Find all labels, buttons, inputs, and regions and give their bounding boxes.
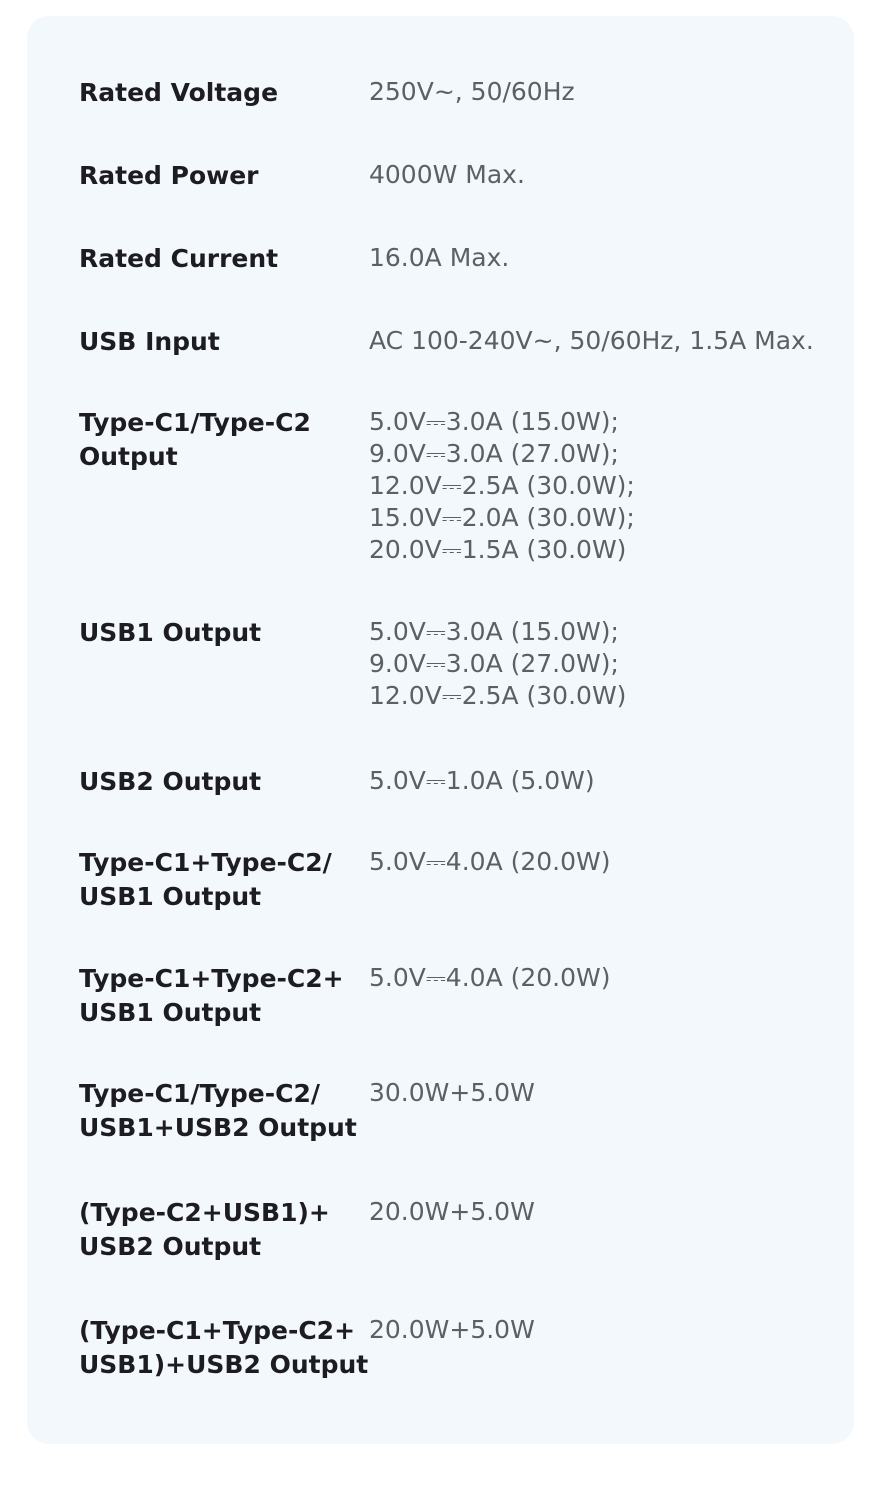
spec-label: Rated Power [79, 161, 259, 190]
spec-value: 20.0W+5.0W [369, 1197, 535, 1226]
spec-value: 5.0V⎓3.0A (15.0W); 9.0V⎓3.0A (27.0W); 12.0V⎓2.5A (30.0W) [369, 617, 627, 710]
spec-value: 30.0W+5.0W [369, 1078, 535, 1107]
spec-value: 16.0A Max. [369, 243, 510, 272]
spec-label: Type-C1+Type-C2/ USB1 Output [79, 848, 332, 911]
spec-label: Type-C1/Type-C2 Output [79, 408, 311, 471]
spec-value: 5.0V⎓4.0A (20.0W) [369, 847, 611, 876]
spec-label: USB Input [79, 327, 220, 356]
spec-label: (Type-C1+Type-C2+ USB1)+USB2 Output [79, 1316, 369, 1379]
spec-label: USB2 Output [79, 767, 262, 796]
spec-label: Rated Voltage [79, 78, 279, 107]
spec-value: AC 100-240V~, 50/60Hz, 1.5A Max. [369, 326, 814, 355]
spec-label: (Type-C2+USB1)+ USB2 Output [79, 1198, 330, 1261]
spec-value: 20.0W+5.0W [369, 1315, 535, 1344]
spec-value: 5.0V⎓3.0A (15.0W); 9.0V⎓3.0A (27.0W); 12.0V⎓2.5A (30.0W); 15.0V⎓2.0A (30.0W); 20.0V⎓1.5A (30.0W) [369, 407, 635, 564]
spec-label: Type-C1/Type-C2/ USB1+USB2 Output [79, 1079, 357, 1142]
spec-label: Type-C1+Type-C2+ USB1 Output [79, 964, 344, 1027]
spec-label: Rated Current [79, 244, 279, 273]
spec-value: 5.0V⎓4.0A (20.0W) [369, 963, 611, 992]
spec-value: 5.0V⎓1.0A (5.0W) [369, 766, 595, 795]
spec-value: 250V~, 50/60Hz [369, 77, 575, 106]
spec-label: USB1 Output [79, 618, 262, 647]
spec-value: 4000W Max. [369, 160, 525, 189]
